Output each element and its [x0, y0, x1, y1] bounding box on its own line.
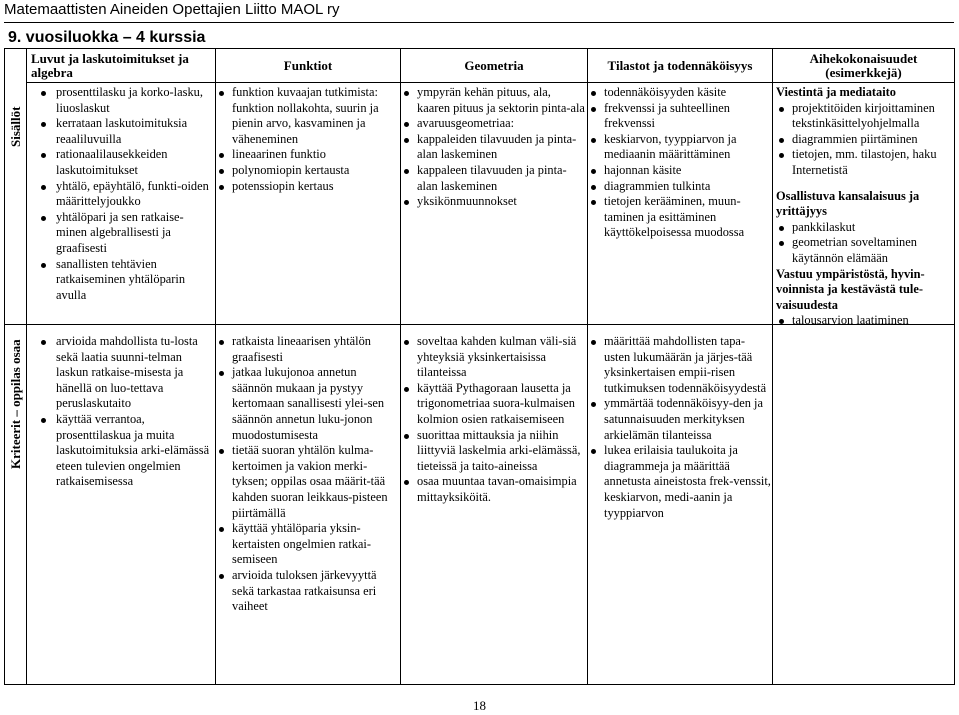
- aihe-group-list: [776, 313, 952, 329]
- column-header-algebra: Luvut ja laskutoimitukset ja algebra: [31, 50, 189, 80]
- list-item: käyttää yhtälöparia yksin-kertaisten ongelmien ratkai-semiseen: [216, 521, 399, 568]
- list-item: diagrammien tulkinta: [588, 179, 771, 195]
- list-item: rationaalilausekkeiden laskutoimitukset: [36, 147, 214, 178]
- column-header-geometria: Geometria: [464, 57, 524, 73]
- list-item: käyttää Pythagoraan lausetta ja trigonometriaa suora-kulmaisen kolmion osien ratkaisemiseen: [401, 381, 586, 428]
- sisallot-funktiot-cell: [216, 85, 399, 194]
- aihe-group-title: Viestintä ja mediataito: [776, 85, 896, 99]
- row-label-sisallot: Sisällöt: [8, 106, 23, 148]
- row-label-kriteerit: Kriteerit – oppilas osaa: [8, 339, 23, 469]
- kriteerit-geometria-cell: [401, 334, 586, 506]
- section-title: 9. vuosiluokka – 4 kurssia: [8, 29, 206, 46]
- sisallot-funktiot-list: [216, 85, 399, 194]
- aihe-group-list: [776, 220, 952, 267]
- page-header: [4, 0, 954, 23]
- list-item: jatkaa lukujonoa annetun säännön mukaan ja pystyy kertomaan sanallisesti ylei-sen säännön annetun luku-jonon muodostumisesta: [216, 365, 399, 443]
- list-item: polynomiopin kertausta: [216, 163, 399, 179]
- curriculum-table: [4, 48, 955, 685]
- list-item: sanallisten tehtävien ratkaiseminen yhtälöparin avulla: [36, 257, 214, 304]
- list-item: hajonnan käsite: [588, 163, 771, 179]
- aihe-header-line1: Aihekokonaisuudet: [809, 50, 918, 66]
- aihe-group-list: [776, 101, 952, 179]
- list-item: tietää suoran yhtälön kulma-kertoimen ja vakion merki-tyksen; oppilas osaa määrit-tää kahden suoran leikkaus-pisteen piirtämällä: [216, 443, 399, 521]
- list-item: lineaarinen funktio: [216, 147, 399, 163]
- list-item: frekvenssi ja suhteellinen frekvenssi: [588, 101, 771, 132]
- list-item: suorittaa mittauksia ja niihin liittyviä laskelmia arki-elämässä, tieteissä ja taito-aineissa: [401, 428, 586, 475]
- aihe-group-title: Osallistuva kansalaisuus ja yrittäjyys: [776, 188, 920, 219]
- sisallot-geometria-cell: [401, 85, 586, 210]
- sisallot-geometria-list: [401, 85, 586, 210]
- list-item: kappaleiden tilavuuden ja pinta-alan laskeminen: [401, 132, 586, 163]
- kriteerit-geometria-list: [401, 334, 586, 506]
- divider: [26, 49, 27, 684]
- column-header-funktiot: Funktiot: [283, 57, 333, 73]
- list-item: soveltaa kahden kulman väli-siä yhteyksiä yksinkertaisissa tilanteissa: [401, 334, 586, 381]
- list-item: ymmärtää todennäköisyy-den ja satunnaisuuden merkityksen arkielämän tilanteissa: [588, 396, 771, 443]
- sisallot-tilastot-list: [588, 85, 771, 241]
- list-item: todennäköisyyden käsite: [588, 85, 771, 101]
- list-item: arvioida tuloksen järkevyyttä sekä tarkastaa ratkaisunsa eri vaiheet: [216, 568, 399, 615]
- sisallot-algebra-list: [36, 85, 214, 303]
- kriteerit-funktiot-cell: [216, 334, 399, 615]
- list-item: arvioida mahdollista tu-losta sekä laatia suunni-telman laskun ratkaise-misesta ja hänellä on luo-tettava peruslaskutaito: [36, 334, 214, 412]
- list-item: avaruusgeometriaa:: [401, 116, 586, 132]
- page-number: 18: [473, 698, 486, 713]
- divider: [772, 49, 773, 684]
- list-item: kerrataan laskutoimituksia reaaliluvuilla: [36, 116, 214, 147]
- list-item: määrittää mahdollisten tapa-usten lukumäärän ja järjes-tää yksinkertaisen empii-risen tutkimuksen todennäköisyydestä: [588, 334, 771, 396]
- list-item: funktion kuvaajan tutkimista: funktion nollakohta, suurin ja pienin arvo, kasvaminen ja väheneminen: [216, 85, 399, 147]
- kriteerit-tilastot-list: [588, 334, 771, 521]
- column-header-aihekokonaisuudet: [773, 49, 954, 82]
- divider: [26, 82, 954, 83]
- kriteerit-algebra-cell: [36, 334, 214, 490]
- kriteerit-funktiot-list: [216, 334, 399, 615]
- kriteerit-algebra-list: [36, 334, 214, 490]
- aihe-group-title: Vastuu ympäristöstä, hyvin-voinnista ja kestävästä tule-vaisuudesta: [776, 266, 925, 312]
- list-item: diagrammien piirtäminen: [776, 132, 952, 148]
- list-item: käyttää verrantoa, prosenttilaskua ja muita laskutoimituksia arki-elämässä eteen tulevien ongelmien ratkaisemisessa: [36, 412, 214, 490]
- kriteerit-tilastot-cell: [588, 334, 771, 521]
- list-item: yksikönmuunnokset: [401, 194, 586, 210]
- list-item: pankkilaskut: [776, 220, 952, 236]
- list-item: talousarvion laatiminen: [776, 313, 952, 329]
- list-item: yhtälöpari ja sen ratkaise-minen algebrallisesti ja graafisesti: [36, 210, 214, 257]
- list-item: prosenttilasku ja korko-lasku, liuoslaskut: [36, 85, 214, 116]
- list-item: tietojen kerääminen, muun-taminen ja esittäminen käyttökelpoisessa muodossa: [588, 194, 771, 241]
- list-item: geometrian soveltaminen käytännön elämään: [776, 235, 952, 266]
- aihe-cell: [776, 85, 952, 329]
- sisallot-algebra-cell: [36, 85, 214, 303]
- sisallot-tilastot-cell: [588, 85, 771, 241]
- list-item: lukea erilaisia taulukoita ja diagrammeja ja määrittää annetusta aineistosta frek-venssit, keskiarvon, medi-aanin ja tyyppiarvon: [588, 443, 771, 521]
- list-item: ympyrän kehän pituus, ala, kaaren pituus ja sektorin pinta-ala: [401, 85, 586, 116]
- list-item: ratkaista lineaarisen yhtälön graafisesti: [216, 334, 399, 365]
- list-item: osaa muuntaa tavan-omaisimpia mittayksiköitä.: [401, 474, 586, 505]
- list-item: keskiarvon, tyyppiarvon ja mediaanin määrittäminen: [588, 132, 771, 163]
- column-header-tilastot: Tilastot ja todennäköisyys: [607, 57, 753, 73]
- list-item: tietojen, mm. tilastojen, haku Internetistä: [776, 147, 952, 178]
- list-item: projektitöiden kirjoittaminen tekstinkäsittelyohjelmalla: [776, 101, 952, 132]
- list-item: kappaleen tilavuuden ja pinta-alan laskeminen: [401, 163, 586, 194]
- list-item: yhtälö, epäyhtälö, funkti-oiden määrittelyjoukko: [36, 179, 214, 210]
- organization-name: Matemaattisten Aineiden Opettajien Liitto MAOL ry: [4, 1, 340, 18]
- aihe-header-line2: (esimerkkejä): [825, 64, 902, 80]
- list-item: potenssiopin kertaus: [216, 179, 399, 195]
